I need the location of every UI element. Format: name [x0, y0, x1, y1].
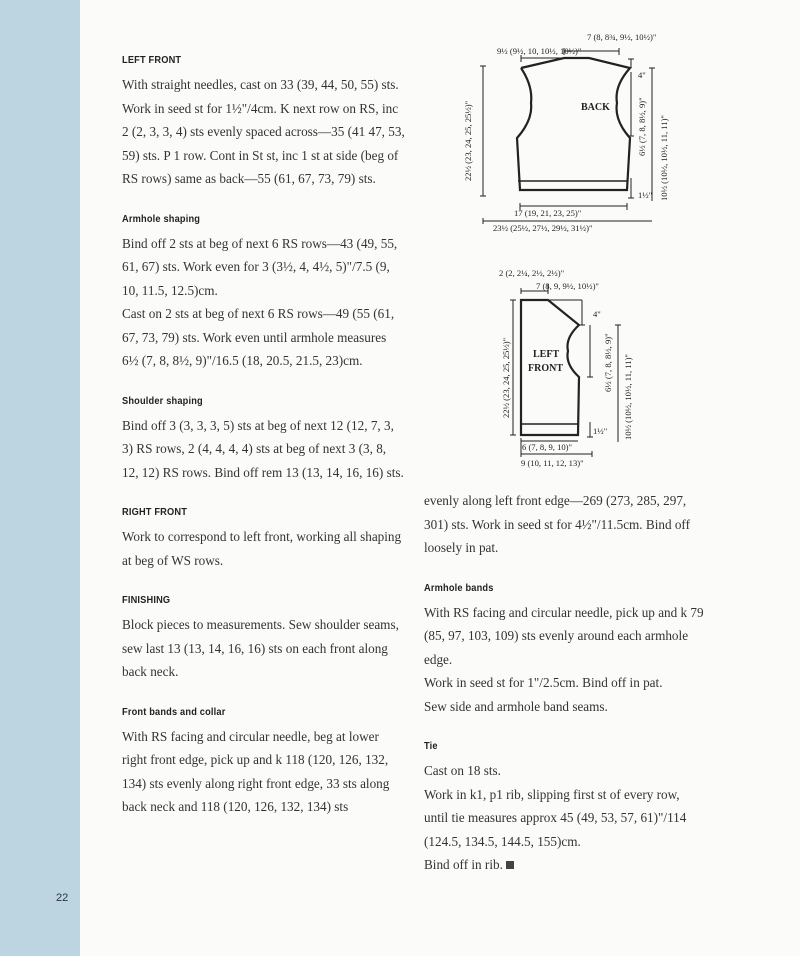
- dim-top-shoulder: 9½ (9½, 10, 10½, 10½)": [497, 46, 582, 56]
- paragraph: With RS facing and circular needle, pick up and k 79 (85, 97, 103, 109) sts evenly around each armhole edge.: [424, 604, 704, 667]
- dim-top: 7 (8, 9, 9½, 10½)": [536, 281, 599, 291]
- section-heading: Shoulder shaping: [122, 394, 203, 407]
- section-right-front: [122, 506, 405, 572]
- dim-neck: 2 (2, 2¼, 2½, 2½)": [499, 268, 565, 278]
- paragraph: With straight needles, cast on 33 (39, 44, 50, 55) sts. Work in seed st for 1½"/4cm. K next row on RS, inc 2 (2, 3, 3, 4) sts evenly spaced across—35 (41 47, 53, 59) sts. P 1 row. Cont in St st, inc 1 st at side (beg of RS rows) same as back—55 (61, 67, 73, 79) sts.: [122, 77, 405, 186]
- left-column: [122, 54, 405, 841]
- section-heading: FINISHING: [122, 594, 171, 606]
- dim-band: 1½": [593, 426, 608, 436]
- section-heading: Armhole bands: [424, 581, 494, 594]
- section-armhole-bands: [424, 582, 706, 719]
- back-outline: [517, 58, 630, 190]
- page-edge-band: [0, 0, 80, 956]
- dim-length: 22½ (23, 24, 25, 25½)": [463, 100, 473, 181]
- back-schematic: [455, 26, 695, 240]
- paragraph: Sew side and armhole band seams.: [424, 698, 608, 714]
- dim-band: 1½": [638, 190, 653, 200]
- section-finishing: [122, 594, 405, 684]
- section-tie: [424, 740, 706, 877]
- front-label-left: LEFT: [533, 349, 560, 360]
- paragraph: [424, 853, 706, 877]
- dim-bottom: 6 (7, 8, 9, 10)": [522, 442, 573, 452]
- paragraph: evenly along left front edge—269 (273, 285, 297, 301) sts. Work in seed st for 4½"/11.5cm. Bind off loosely in pat.: [424, 493, 690, 555]
- dim-length: 22½ (23, 24, 25, 25½)": [501, 337, 511, 418]
- continuation-block: [424, 489, 706, 560]
- dim-shoulder-drop: 4": [638, 70, 646, 80]
- dim-bottom: 17 (19, 21, 23, 25)": [514, 208, 582, 218]
- section-left-front: [122, 54, 405, 191]
- dim-side: 10½ (10½, 10½, 11, 11)": [623, 354, 633, 440]
- paragraph: Work in seed st for 1"/2.5cm. Bind off in pat.: [424, 675, 663, 690]
- dim-armhole: 6½ (7, 8, 8½, 9)": [603, 333, 613, 392]
- section-heading: RIGHT FRONT: [122, 506, 188, 518]
- dim-shoulder-drop: 4": [593, 309, 601, 319]
- left-front-schematic: [495, 262, 645, 474]
- section-heading: LEFT FRONT: [122, 54, 182, 66]
- dim-armhole: 6½ (7, 8, 8½, 9)": [637, 97, 647, 156]
- paragraph: Work to correspond to left front, working all shaping at beg of WS rows.: [122, 529, 402, 568]
- end-square-icon: [506, 861, 514, 869]
- front-label-front: FRONT: [528, 363, 563, 374]
- section-heading: Armhole shaping: [122, 212, 201, 225]
- dim-width: 23½ (25½, 27½, 29½, 31½)": [493, 223, 593, 233]
- paragraph-text: Bind off in rib.: [424, 857, 503, 872]
- right-column: [424, 489, 706, 899]
- dim-side: 10½ (10½, 10½, 11, 11)": [659, 115, 669, 201]
- section-heading: Tie: [424, 740, 438, 752]
- paragraph: Cast on 2 sts at beg of next 6 RS rows—49 (55 (61, 67, 73, 79) sts. Work even until armhole measures 6½ (7, 8, 8½, 9)"/16.5 (18, 20.5, 21.5, 23)cm.: [122, 306, 395, 368]
- page-number: 22: [56, 892, 69, 904]
- paragraph: Cast on 18 sts.: [424, 763, 501, 778]
- back-label: BACK: [581, 102, 610, 113]
- paragraph: With RS facing and circular needle, beg at lower right front edge, pick up and k 118 (120, 126, 132, 134) sts evenly along right front edge, 33 sts along back neck and 118 (120, 126, 132, 134) sts: [122, 728, 390, 814]
- section-shoulder-shaping: [122, 395, 405, 485]
- paragraph: Bind off 3 (3, 3, 3, 5) sts at beg of next 12 (12, 7, 3, 3) RS rows, 2 (4, 4, 4, 4) sts at beg of next 3 (3, 8, 12, 12) RS rows. Bind off rem 13 (13, 14, 16, 16) sts.: [122, 417, 404, 480]
- section-heading: Front bands and collar: [122, 705, 226, 718]
- paragraph: Bind off 2 sts at beg of next 6 RS rows—43 (49, 55, 61, 67) sts. Work even for 3 (3½, 4, 4½, 5)"/7.5 (9, 10, 11.5, 12.5)cm.: [122, 235, 398, 298]
- dim-width: 9 (10, 11, 12, 13)": [521, 458, 584, 468]
- paragraph: Block pieces to measurements. Sew shoulder seams, sew last 13 (13, 14, 16, 16) sts on each front along back neck.: [122, 617, 399, 679]
- section-front-bands-collar: [122, 706, 405, 819]
- dim-top-neck: 7 (8, 8¾, 9½, 10½)": [587, 32, 657, 42]
- section-armhole-shaping: [122, 213, 405, 373]
- paragraph: Work in k1, p1 rib, slipping first st of every row, until tie measures approx 45 (49, 53, 57, 61)"/114 (124.5, 134.5, 144.5, 155)cm.: [424, 786, 687, 849]
